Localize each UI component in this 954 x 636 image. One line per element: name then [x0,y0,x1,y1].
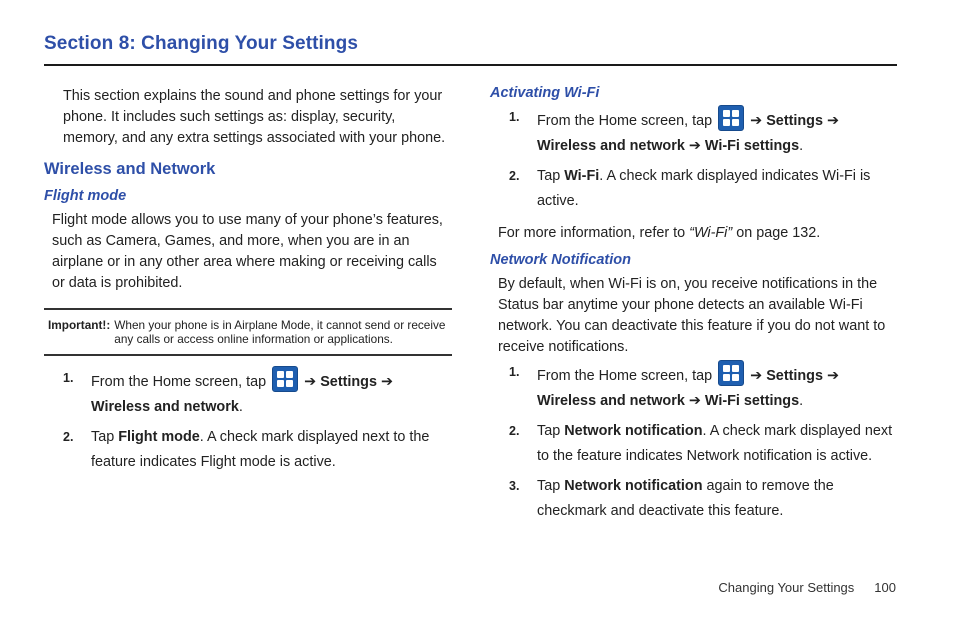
wifi-page-reference[interactable]: “Wi-Fi” [689,225,733,241]
step-post-text: . A check mark displayed next to the feature indicates Network notification is active. [537,423,893,464]
note-label: Important!: [48,318,111,332]
step-text: Tap [537,423,561,439]
step-text: Tap [537,168,561,184]
page-footer [718,580,896,595]
activating-wifi-heading: Activating Wi-Fi [490,85,600,101]
step-post-text: . [238,399,243,415]
step-number: 2. [63,430,74,444]
step-post-text: . [799,393,804,409]
step-post-text: . [799,138,804,154]
title-divider [44,64,897,66]
page-title: Section 8: Changing Your Settings [44,33,359,54]
step-post-text: again to remove the checkmark and deactivate this feature. [537,478,834,519]
step-bold-text: Wi-Fi [564,168,600,184]
applications-grid-icon [718,360,744,386]
more-info-post: on page 132. [736,225,821,241]
page-number: 100 [874,580,896,595]
applications-grid-icon [272,366,298,392]
step-text: Tap [91,429,115,445]
step-bold-text: ➔ Settings ➔ Wireless and network ➔ Wi-Fi settings [537,368,840,409]
left-column [44,84,452,475]
step-number: 1. [509,365,520,379]
network-notification-heading: Network Notification [490,252,631,268]
step-text: From the Home screen, tap [537,113,713,129]
step-item [490,419,898,469]
step-item [44,425,452,475]
step-number: 1. [63,371,74,385]
step-text: Tap [537,478,561,494]
flight-mode-body: Flight mode allows you to use many of your phone’s features, such as Camera, Games, and more, when you are in an airplane or in any other area where making or receiving calls or data is prohibited. [52,212,443,291]
step-bold-text: Network notification [564,478,703,494]
footer-section-name: Changing Your Settings [718,580,855,595]
step-number: 1. [509,110,520,124]
step-text: From the Home screen, tap [537,368,713,384]
more-info-pre: For more information, refer to [498,225,686,241]
step-number: 3. [509,479,520,493]
step-item [44,366,452,420]
flight-mode-heading: Flight mode [44,188,127,204]
step-post-text: . A check mark displayed next to the feature indicates Flight mode is active. [91,429,430,470]
wifi-steps [490,105,898,214]
flight-mode-steps [44,366,452,475]
more-info-paragraph [490,223,898,244]
applications-grid-icon [718,105,744,131]
step-item [490,360,898,414]
right-column [490,84,898,524]
step-post-text: . A check mark displayed indicates Wi-Fi is active. [537,168,871,209]
network-notification-body: By default, when Wi-Fi is on, you receive notifications in the Status bar anytime your phone detects an available Wi-Fi network. You can deactivate this feature if you do not want to receive notifications. [498,276,886,355]
step-bold-text: ➔ Settings ➔ Wireless and network ➔ Wi-Fi settings [537,113,840,154]
step-number: 2. [509,424,520,438]
notification-steps [490,360,898,524]
step-bold-text: Network notification [564,423,703,439]
step-item [490,474,898,524]
step-item [490,105,898,159]
step-item [490,164,898,214]
step-text: From the Home screen, tap [91,374,267,390]
note-text: When your phone is in Airplane Mode, it cannot send or receive any calls or access online information or applications. [114,318,446,346]
step-number: 2. [509,169,520,183]
step-bold-text: Flight mode [118,429,200,445]
wireless-network-heading: Wireless and Network [44,160,216,178]
step-bold-text: ➔ Settings ➔ Wireless and network [91,374,394,415]
intro-paragraph: This section explains the sound and phone settings for your phone. It includes such settings as: display, security, memory, and any extra settings associated with your phone. [63,88,446,146]
important-note [44,308,452,356]
